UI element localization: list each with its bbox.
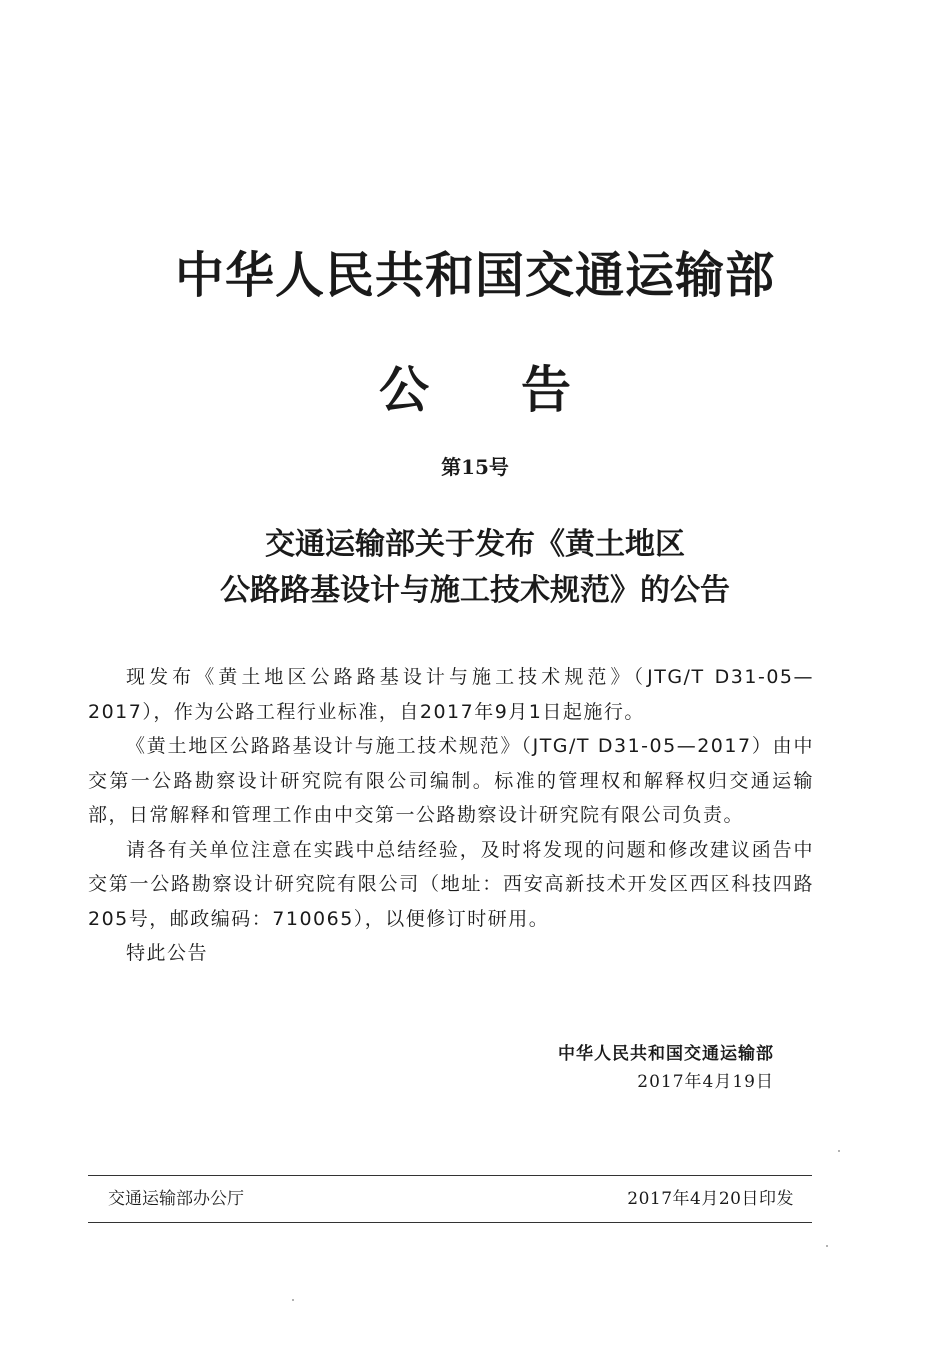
ministry-title: 中华人民共和国交通运输部: [174, 247, 775, 304]
footer-rule-bottom: [88, 1222, 812, 1223]
scan-speck: [838, 1150, 840, 1152]
signature-organization: 中华人民共和国交通运输部: [558, 1044, 774, 1064]
body-paragraph-2: 《黄土地区公路路基设计与施工技术规范》（JTG/T D31-05—2017）由中交第一公路勘察设计研究院有限公司编制。标准的管理权和解释权归交通运输部，日常解释和管理工作由中交第一公路勘察设计研究院有限公司负责。: [88, 735, 814, 826]
body-paragraph-3: 请各有关单位注意在实践中总结经验，及时将发现的问题和修改建议函告中交第一公路勘察设计研究院有限公司（地址：西安高新技术开发区西区科技四路205号，邮政编码：710065），以便修订时研用。: [88, 838, 814, 930]
notice-heading: 公告: [379, 361, 663, 419]
notice-subject: [0, 522, 950, 614]
subject-line-2: 公路路基设计与施工技术规范》的公告: [220, 573, 730, 608]
body-paragraph-closing: 特此公告: [126, 942, 209, 964]
footer-issuing-office: 交通运输部办公厅: [108, 1189, 244, 1209]
scan-speck: [292, 1299, 294, 1301]
signature-date: 2017年4月19日: [637, 1072, 774, 1092]
signature-block: [558, 1040, 774, 1096]
scan-speck: [826, 1245, 828, 1247]
notice-number: 第15号: [441, 455, 509, 479]
subject-line-1: 交通运输部关于发布《黄土地区: [265, 527, 685, 562]
notice-body: [88, 660, 814, 971]
footer-rule-top: [88, 1175, 812, 1176]
body-paragraph-1: 现发布《黄土地区公路路基设计与施工技术规范》（JTG/T D31-05—2017），作为公路工程行业标准，自2017年9月1日起施行。: [88, 666, 814, 723]
footer-print-date: 2017年4月20日印发: [627, 1189, 794, 1209]
